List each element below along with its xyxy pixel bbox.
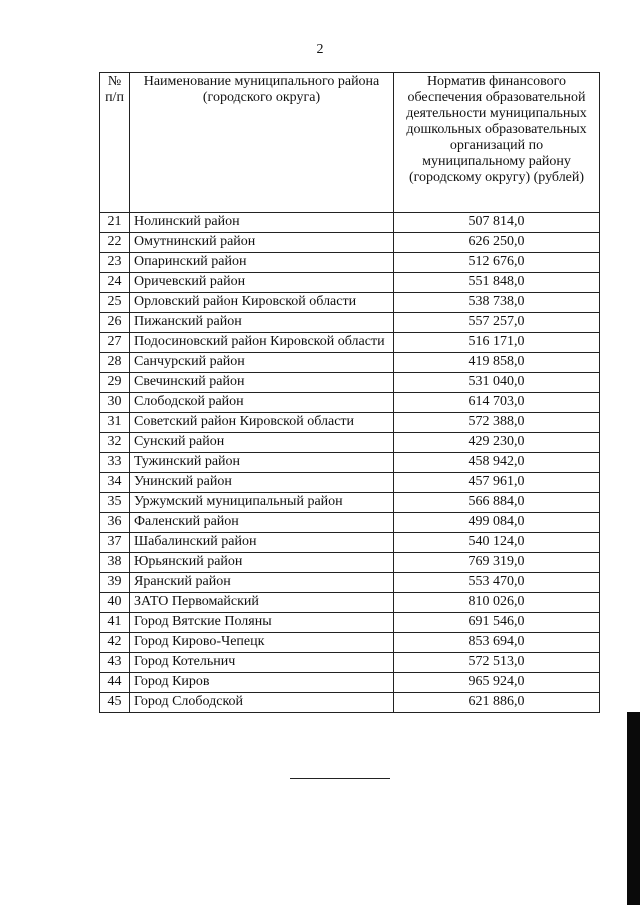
table-row [100, 613, 600, 633]
norm-table [99, 72, 600, 713]
row-name-cell: Шабалинский район [130, 533, 394, 553]
table-row [100, 213, 600, 233]
table-row [100, 653, 600, 673]
row-name-cell: Город Вятские Поляны [130, 613, 394, 633]
row-name-cell: Опаринский район [130, 253, 394, 273]
table-row [100, 573, 600, 593]
row-value-cell: 621 886,0 [394, 693, 600, 713]
row-name-cell: Свечинский район [130, 373, 394, 393]
row-value-cell: 557 257,0 [394, 313, 600, 333]
row-value-cell: 419 858,0 [394, 353, 600, 373]
table-body [100, 213, 600, 713]
row-num-cell: 29 [100, 373, 130, 393]
row-value-cell: 626 250,0 [394, 233, 600, 253]
page-number: 2 [316, 42, 324, 57]
row-name-cell: Фаленский район [130, 513, 394, 533]
row-name-cell: Город Слободской [130, 693, 394, 713]
table-row [100, 633, 600, 653]
table-row [100, 313, 600, 333]
row-value-cell: 566 884,0 [394, 493, 600, 513]
row-value-cell: 769 319,0 [394, 553, 600, 573]
row-value-cell: 516 171,0 [394, 333, 600, 353]
row-value-cell: 457 961,0 [394, 473, 600, 493]
row-num-cell: 30 [100, 393, 130, 413]
row-value-cell: 458 942,0 [394, 453, 600, 473]
row-num-cell: 39 [100, 573, 130, 593]
row-num-cell: 32 [100, 433, 130, 453]
row-name-cell: Тужинский район [130, 453, 394, 473]
row-value-cell: 691 546,0 [394, 613, 600, 633]
row-name-cell: Юрьянский район [130, 553, 394, 573]
row-name-cell: Оричевский район [130, 273, 394, 293]
row-value-cell: 572 513,0 [394, 653, 600, 673]
row-num-cell: 33 [100, 453, 130, 473]
row-name-cell: Город Кирово-Чепецк [130, 633, 394, 653]
row-name-cell: Сунский район [130, 433, 394, 453]
row-name-cell: Подосиновский район Кировской области [130, 333, 394, 353]
row-name-cell: Омутнинский район [130, 233, 394, 253]
row-num-cell: 28 [100, 353, 130, 373]
row-num-cell: 36 [100, 513, 130, 533]
row-num-cell: 37 [100, 533, 130, 553]
row-value-cell: 512 676,0 [394, 253, 600, 273]
row-num-cell: 42 [100, 633, 130, 653]
table-row [100, 673, 600, 693]
table-row [100, 553, 600, 573]
table-row [100, 273, 600, 293]
row-value-cell: 810 026,0 [394, 593, 600, 613]
row-value-cell: 965 924,0 [394, 673, 600, 693]
table-row [100, 593, 600, 613]
table-row [100, 493, 600, 513]
table-row [100, 253, 600, 273]
table-row [100, 353, 600, 373]
row-value-cell: 572 388,0 [394, 413, 600, 433]
table-row [100, 453, 600, 473]
table-row [100, 373, 600, 393]
header-num: № п/п [100, 73, 130, 213]
row-name-cell: Унинский район [130, 473, 394, 493]
bottom-rule [290, 778, 390, 779]
row-value-cell: 553 470,0 [394, 573, 600, 593]
row-name-cell: Слободской район [130, 393, 394, 413]
row-value-cell: 853 694,0 [394, 633, 600, 653]
row-name-cell: Яранский район [130, 573, 394, 593]
row-num-cell: 44 [100, 673, 130, 693]
row-value-cell: 429 230,0 [394, 433, 600, 453]
row-name-cell: Орловский район Кировской области [130, 293, 394, 313]
row-value-cell: 614 703,0 [394, 393, 600, 413]
table-row [100, 513, 600, 533]
table-header-row [100, 73, 600, 213]
table-row [100, 413, 600, 433]
row-name-cell: Нолинский район [130, 213, 394, 233]
row-name-cell: Город Киров [130, 673, 394, 693]
row-num-cell: 34 [100, 473, 130, 493]
row-value-cell: 540 124,0 [394, 533, 600, 553]
row-value-cell: 551 848,0 [394, 273, 600, 293]
row-name-cell: Санчурский район [130, 353, 394, 373]
row-name-cell: Пижанский район [130, 313, 394, 333]
row-num-cell: 25 [100, 293, 130, 313]
row-num-cell: 41 [100, 613, 130, 633]
row-name-cell: Город Котельнич [130, 653, 394, 673]
row-num-cell: 21 [100, 213, 130, 233]
row-value-cell: 499 084,0 [394, 513, 600, 533]
table-row [100, 233, 600, 253]
row-name-cell: Советский район Кировской области [130, 413, 394, 433]
row-num-cell: 45 [100, 693, 130, 713]
scan-edge-bar [627, 712, 640, 905]
table-row [100, 433, 600, 453]
row-num-cell: 38 [100, 553, 130, 573]
row-name-cell: Уржумский муниципальный район [130, 493, 394, 513]
table-row [100, 293, 600, 313]
row-num-cell: 22 [100, 233, 130, 253]
header-name: Наименование муниципального района (городского округа) [130, 73, 394, 213]
row-value-cell: 531 040,0 [394, 373, 600, 393]
header-value: Норматив финансового обеспечения образовательной деятельности муниципальных дошкольных образовательных организаций по муниципальному району (городскому округу) (рублей) [394, 73, 600, 213]
row-value-cell: 507 814,0 [394, 213, 600, 233]
row-name-cell: ЗАТО Первомайский [130, 593, 394, 613]
row-num-cell: 31 [100, 413, 130, 433]
row-num-cell: 24 [100, 273, 130, 293]
row-num-cell: 35 [100, 493, 130, 513]
table-row [100, 533, 600, 553]
table-row [100, 333, 600, 353]
row-num-cell: 43 [100, 653, 130, 673]
row-num-cell: 40 [100, 593, 130, 613]
table-row [100, 393, 600, 413]
row-value-cell: 538 738,0 [394, 293, 600, 313]
table-row [100, 693, 600, 713]
table-row [100, 473, 600, 493]
row-num-cell: 27 [100, 333, 130, 353]
row-num-cell: 23 [100, 253, 130, 273]
row-num-cell: 26 [100, 313, 130, 333]
